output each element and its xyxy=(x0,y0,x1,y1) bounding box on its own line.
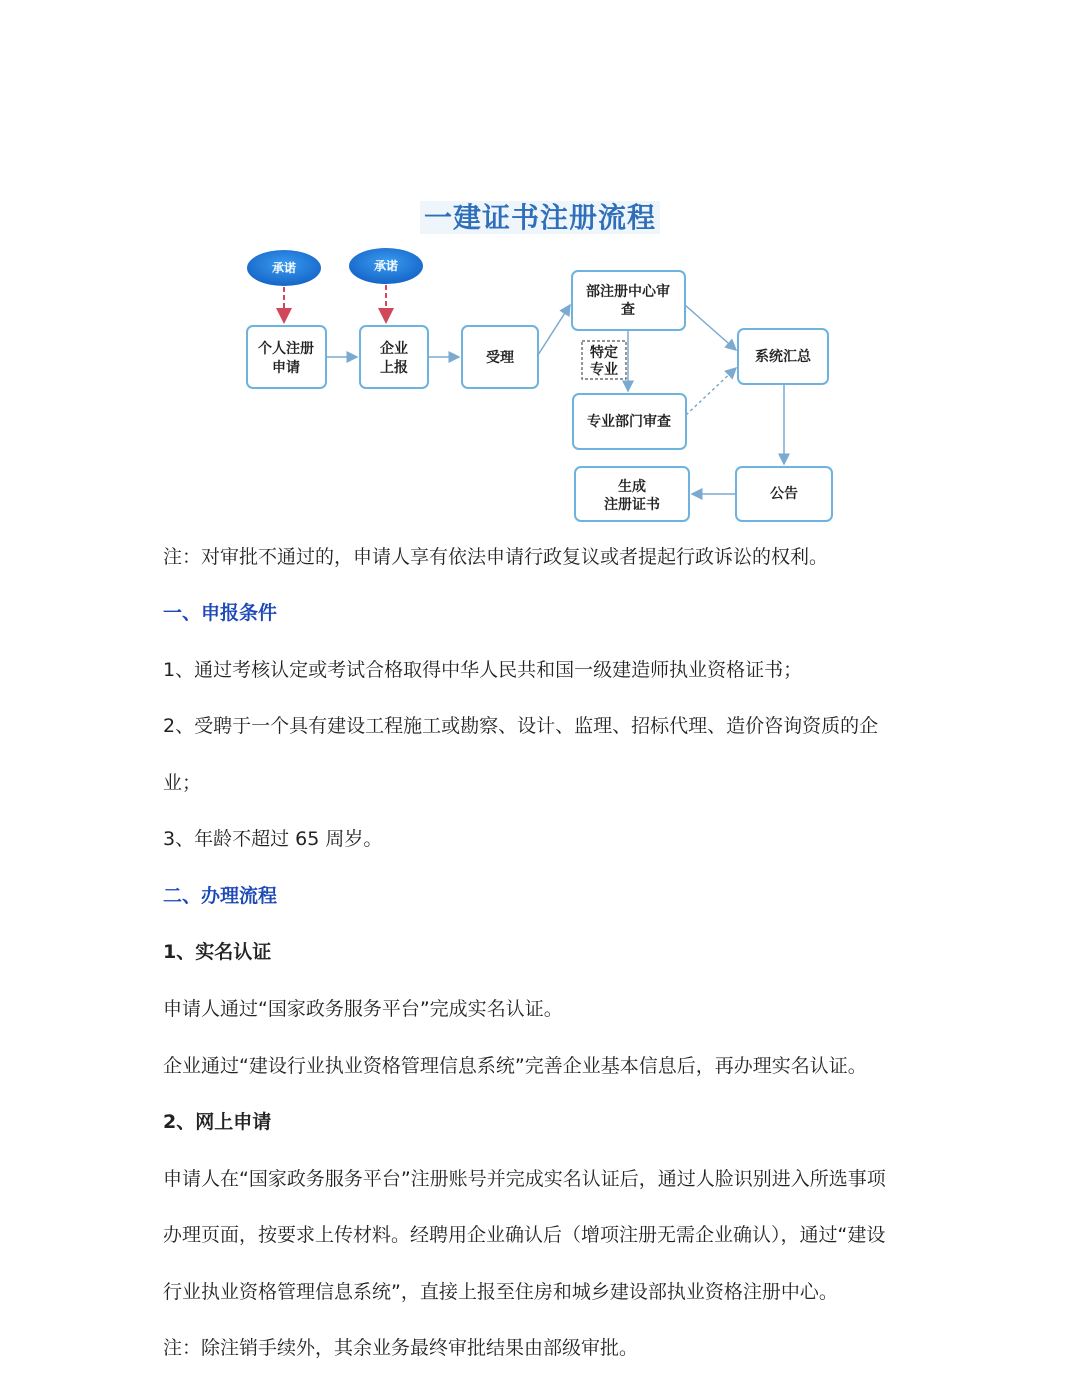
svg-text:申请: 申请 xyxy=(272,360,300,376)
svg-text:注册证书: 注册证书 xyxy=(604,497,660,513)
svg-text:专业: 专业 xyxy=(590,362,618,378)
condition-item-2-cont: 业； xyxy=(163,772,202,794)
arrow-ministry-summary xyxy=(685,305,736,350)
svg-text:特定: 特定 xyxy=(590,345,618,361)
real-name-para-2: 企业通过“建设行业执业资格管理信息系统”完善企业基本信息后，再办理实名认证。 xyxy=(163,1055,867,1077)
svg-text:企业: 企业 xyxy=(380,341,408,357)
arrow-dept-summary xyxy=(686,368,736,415)
real-name-para-1: 申请人通过“国家政务服务平台”完成实名认证。 xyxy=(163,998,563,1020)
pledge-label-2: 承诺 xyxy=(373,259,399,273)
condition-item-3: 3、年龄不超过 65 周岁。 xyxy=(163,828,383,850)
page-title: 一建证书注册流程 xyxy=(0,196,1080,236)
box-personal-apply xyxy=(247,326,326,388)
svg-text:公告: 公告 xyxy=(770,486,798,502)
online-apply-line-2: 办理页面，按要求上传材料。经聘用企业确认后（增项注册无需企业确认），通过“建设 xyxy=(163,1224,886,1246)
svg-text:上报: 上报 xyxy=(380,360,408,376)
svg-text:生成: 生成 xyxy=(618,479,646,495)
section-heading-process: 二、办理流程 xyxy=(163,885,278,907)
online-apply-line-1: 申请人在“国家政务服务平台”注册账号并完成实名认证后，通过人脸识别进入所选事项 xyxy=(163,1168,886,1190)
flowchart xyxy=(0,240,1080,530)
svg-text:个人注册: 个人注册 xyxy=(258,341,314,357)
svg-text:查: 查 xyxy=(621,302,635,318)
condition-item-1: 1、通过考核认定或考试合格取得中华人民共和国一级建造师执业资格证书； xyxy=(163,659,803,681)
subheading-online-apply: 2、网上申请 xyxy=(163,1111,272,1133)
condition-item-2: 2、受聘于一个具有建设工程施工或勘察、设计、监理、招标代理、造价咨询资质的企 xyxy=(163,715,879,737)
online-apply-line-3: 行业执业资格管理信息系统”，直接上报至住房和城乡建设部执业资格注册中心。 xyxy=(163,1281,838,1303)
svg-text:专业部门审查: 专业部门审查 xyxy=(587,414,671,430)
box-ministry-review xyxy=(572,271,685,330)
note-final-approval: 注：除注销手续外，其余业务最终审批结果由部级审批。 xyxy=(163,1337,639,1359)
arrow-accept-ministry xyxy=(538,305,570,355)
subheading-real-name: 1、实名认证 xyxy=(163,941,272,963)
svg-text:系统汇总: 系统汇总 xyxy=(755,349,811,365)
svg-text:部注册中心审: 部注册中心审 xyxy=(586,284,670,300)
pledge-label-1: 承诺 xyxy=(271,261,297,275)
box-company-report xyxy=(360,326,428,388)
note-appeal: 注：对审批不通过的，申请人享有依法申请行政复议或者提起行政诉讼的权利。 xyxy=(163,546,829,568)
svg-text:受理: 受理 xyxy=(486,350,514,366)
section-heading-conditions: 一、申报条件 xyxy=(163,602,278,624)
